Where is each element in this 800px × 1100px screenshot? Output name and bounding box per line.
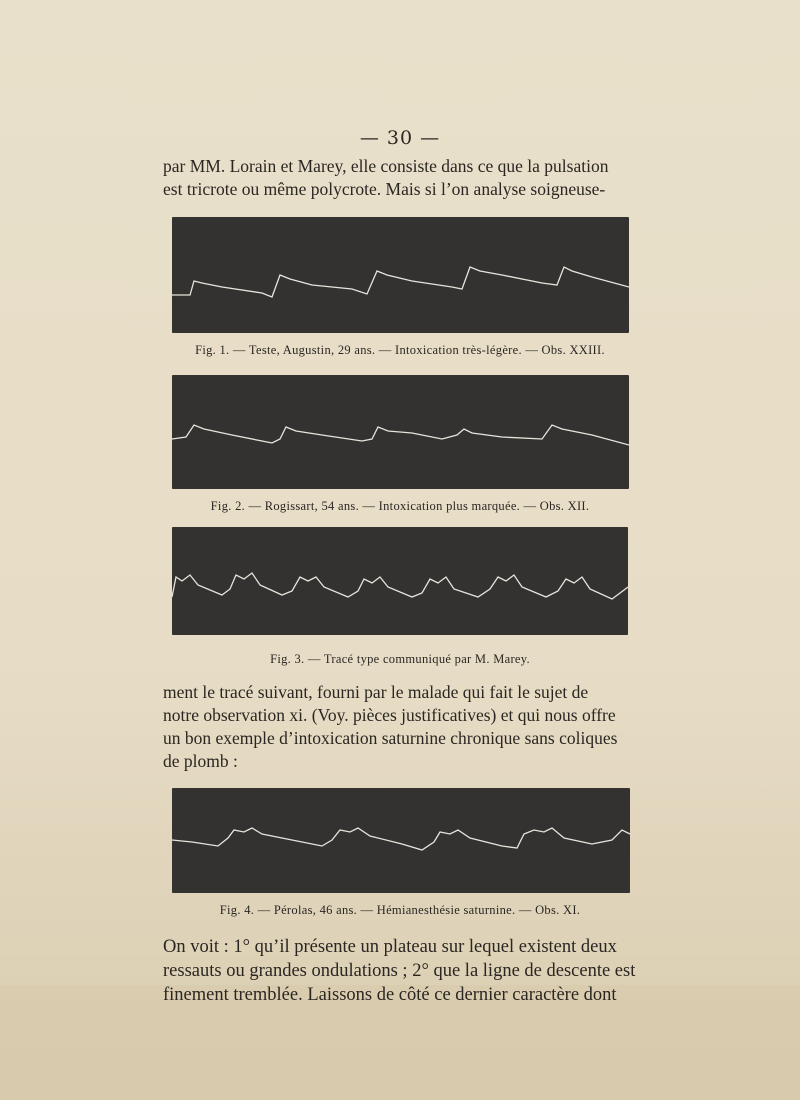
pulse-trace-figure-2	[172, 375, 629, 489]
paragraph-middle	[163, 681, 641, 773]
pulse-trace-figure-4	[172, 788, 630, 893]
text-line: notre observation xi. (Voy. pièces justificatives) et qui nous offre	[163, 705, 616, 725]
text-line: est tricrote ou même polycrote. Mais si l’on analyse soigneuse-	[163, 179, 606, 199]
figure-4-caption: Fig. 4. — Pérolas, 46 ans. — Hémianesthésie saturnine. — Obs. XI.	[219, 903, 581, 917]
text-line: ressauts ou grandes ondulations ; 2° que la ligne de descente est	[163, 961, 636, 981]
figure-3-caption: Fig. 3. — Tracé type communiqué par M. Marey.	[270, 652, 530, 666]
pulse-trace-figure-1	[172, 217, 629, 333]
pulse-trace-figure-3	[172, 527, 628, 635]
text-line: On voit : 1° qu’il présente un plateau sur lequel existent deux	[163, 937, 617, 957]
page-number: — 30 —	[359, 127, 441, 149]
paragraph-bottom	[163, 935, 641, 1007]
figure-2-caption: Fig. 2. — Rogissart, 54 ans. — Intoxication plus marquée. — Obs. XII.	[210, 499, 590, 513]
text-line: un bon exemple d’intoxication saturnine chronique sans coliques	[163, 728, 618, 748]
paragraph-top	[163, 155, 641, 201]
text-line: par MM. Lorain et Marey, elle consiste dans ce que la pulsation	[163, 156, 609, 176]
text-line: ment le tracé suivant, fourni par le malade qui fait le sujet de	[163, 682, 589, 702]
figure-1-caption: Fig. 1. — Teste, Augustin, 29 ans. — Intoxication très-légère. — Obs. XXIII.	[195, 343, 605, 357]
text-line: de plomb :	[163, 751, 238, 771]
text-line: finement tremblée. Laissons de côté ce dernier caractère dont	[163, 985, 617, 1005]
